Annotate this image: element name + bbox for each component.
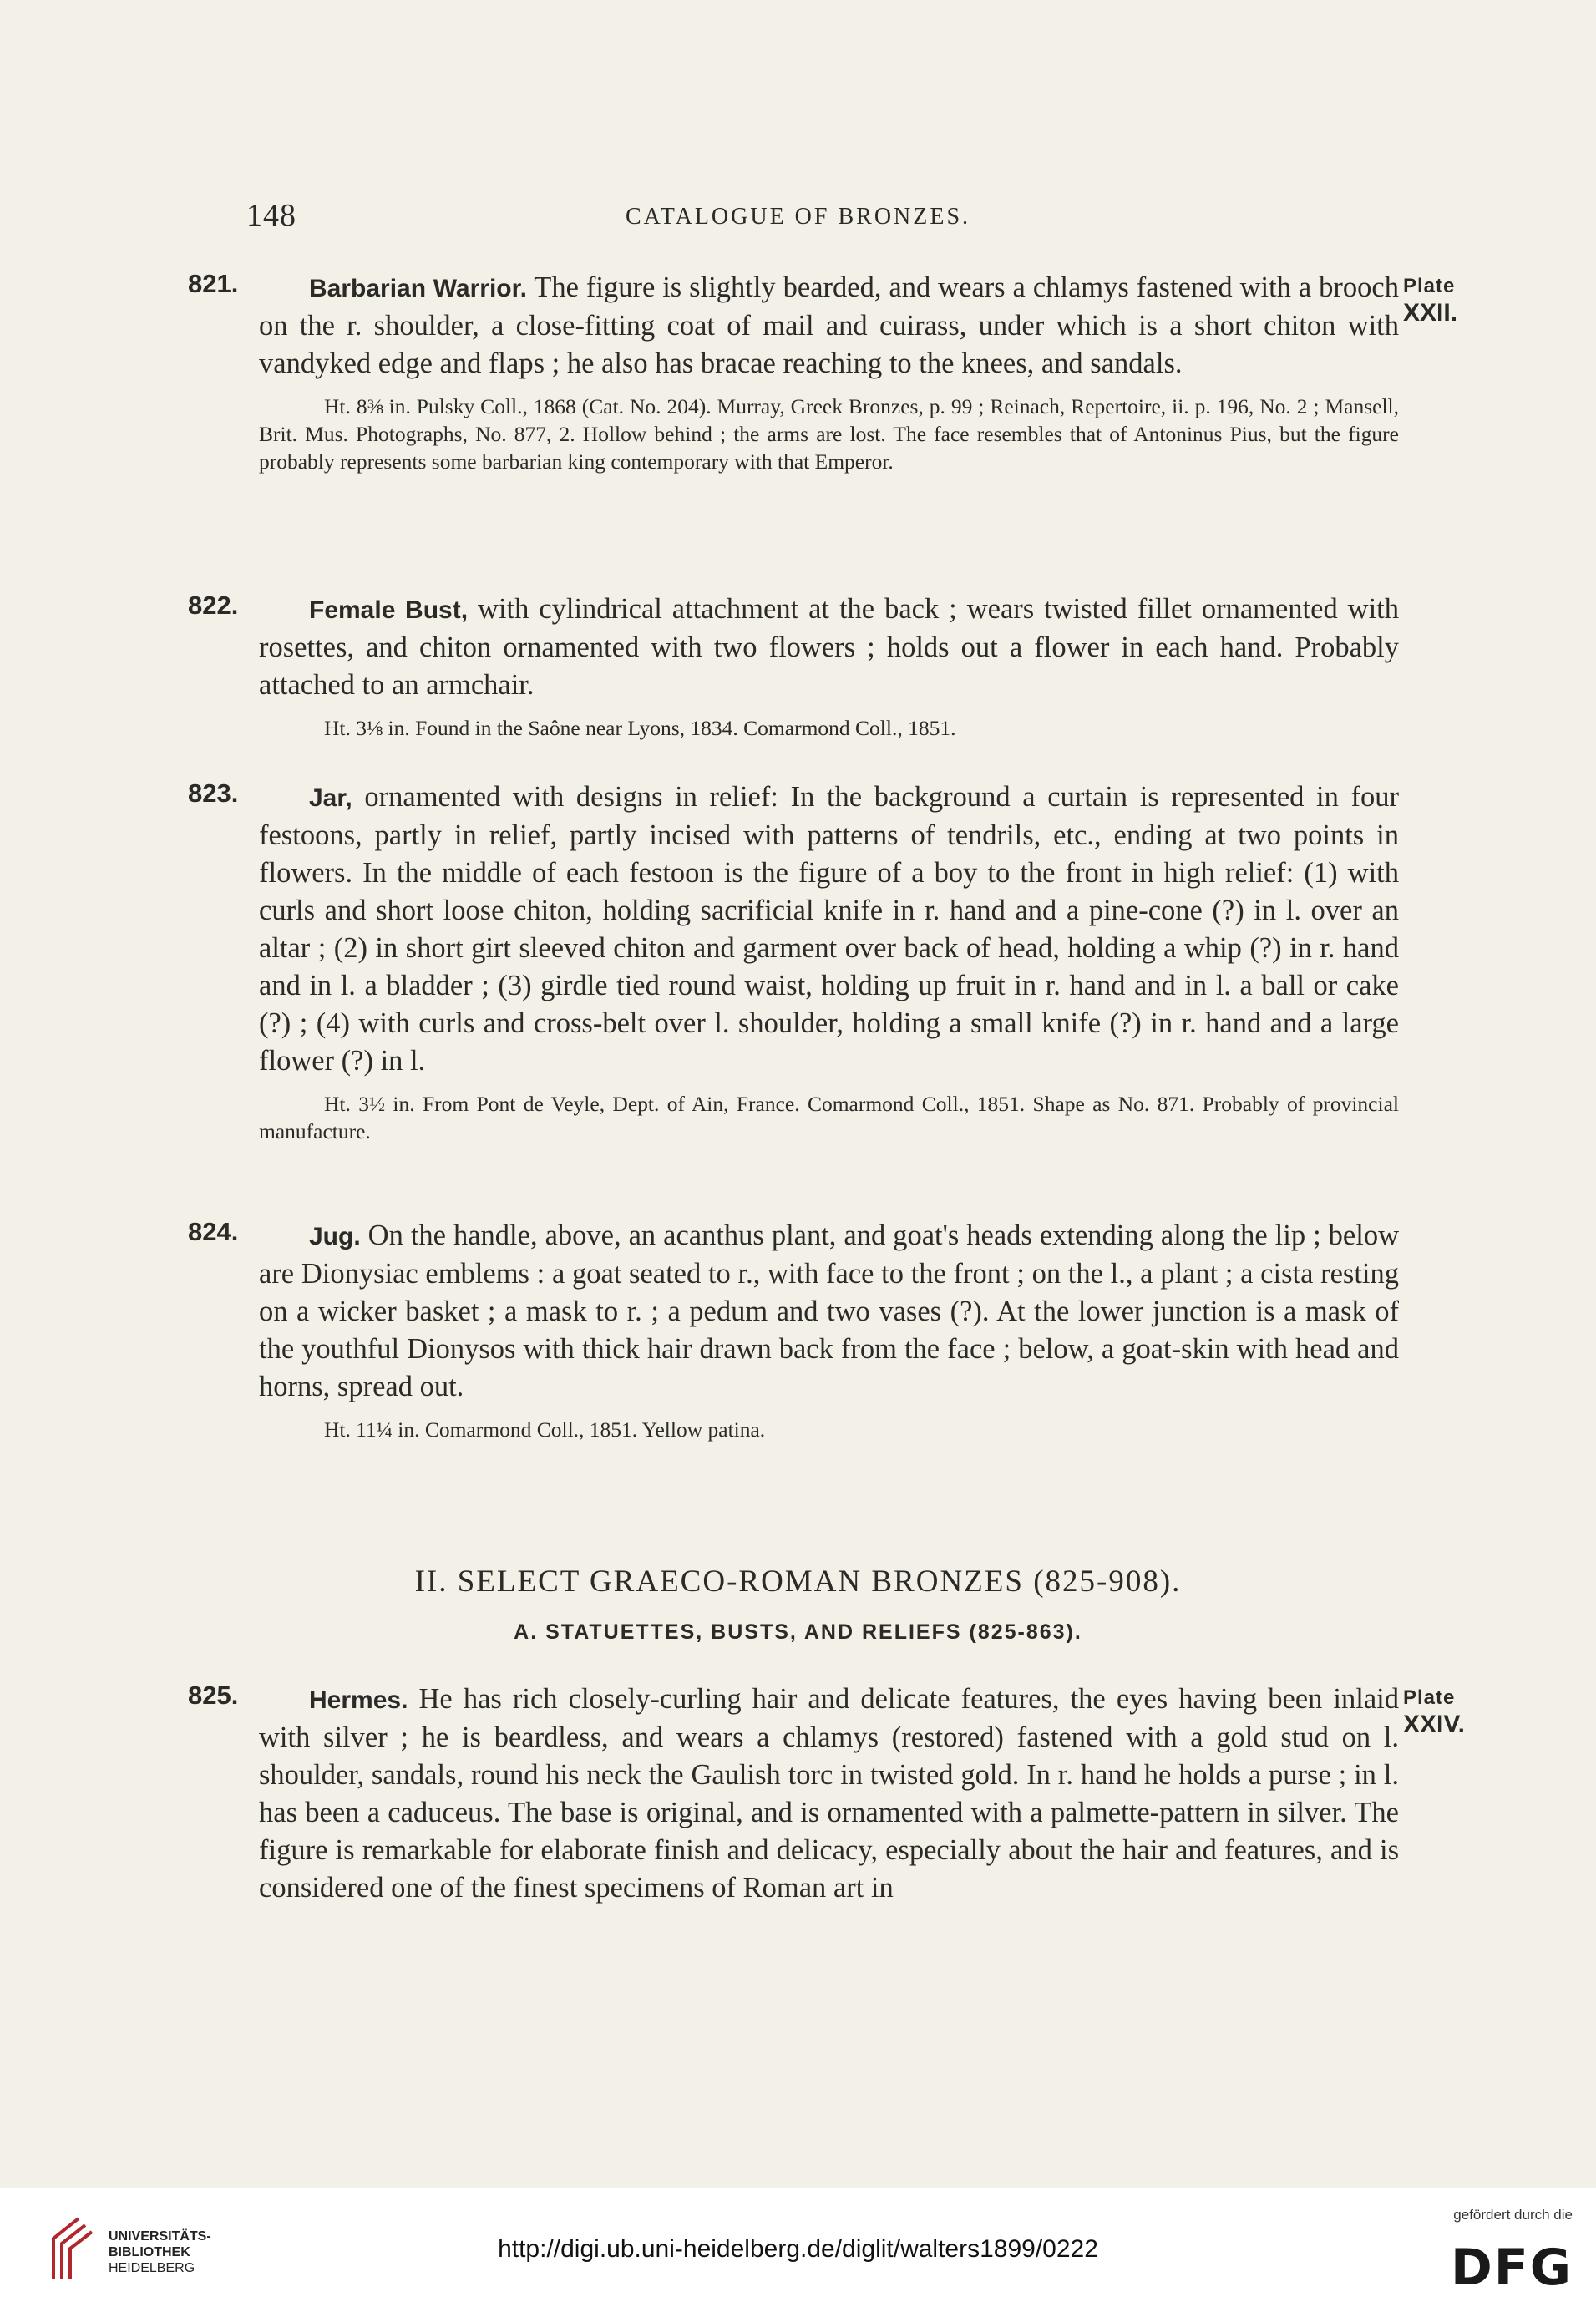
plate-number: XXIV. bbox=[1403, 1711, 1465, 1738]
catalogue-entry-822 bbox=[188, 591, 1399, 742]
entry-number: 822. bbox=[188, 591, 239, 620]
entry-text bbox=[259, 778, 1399, 1080]
entry-description: The figure is slightly bearded, and wears a chlamys fastened with a brooch on the r. shoulder, a close-fitting coat of mail and cuirass, under which is a short chiton with vandyked edge and flaps ; he also has bracae reaching to the knees, and sandals. bbox=[259, 271, 1399, 379]
permalink-url[interactable]: http://digi.ub.uni-heidelberg.de/diglit/walters1899/0222 bbox=[498, 2235, 1098, 2263]
entry-note bbox=[259, 393, 1399, 475]
plate-number: XXII. bbox=[1403, 299, 1458, 327]
library-name-line: BIBLIOTHEK bbox=[109, 2245, 190, 2259]
page-header bbox=[0, 197, 1596, 231]
section-heading: II. SELECT GRAECO-ROMAN BRONZES (825-908). bbox=[414, 1564, 1182, 1599]
catalogue-entry-824 bbox=[188, 1217, 1399, 1443]
catalogue-entry-821 bbox=[188, 269, 1458, 475]
entry-note bbox=[259, 714, 1399, 742]
entry-note bbox=[259, 1416, 1399, 1443]
plate-label: Plate bbox=[1403, 275, 1456, 297]
catalogue-entry-823 bbox=[188, 778, 1399, 1145]
entry-number: 821. bbox=[188, 269, 239, 298]
entry-description: ornamented with designs in relief: In the background a curtain is represented in four festoons, partly in relief, partly incised with patterns of tendrils, etc., ending at two points in flowers. In the middle of each festoon is the figure of a boy to the front in high relief: (1) with curls and short loose chiton, holding sacrificial knife in r. hand and a pine-cone (?) in l. over an altar ; (2) in short girt sleeved chiton and garment over back of head, holding a whip (?) in r. hand and in l. a bladder ; (3) girdle tied round waist, holding up fruit in r. hand and in l. a ball or cake (?) ; (4) with curls and cross-belt over l. shoulder, holding a small knife (?) in r. hand and a large flower (?) in l. bbox=[259, 781, 1400, 1077]
entry-text bbox=[259, 269, 1399, 383]
entry-note-text: Ht. 8⅜ in. Pulsky Coll., 1868 (Cat. No. 204). Murray, Greek Bronzes, p. 99 ; Reinach, Repertoire, ii. p. 196, No. 2 ; Mansell, Brit. Mus. Photographs, No. 877, 2. Hollow behind ; the arms are lost. The face resembles that of Antoninus Pius, but the figure probably represents some barbarian king contemporary with that Emperor. bbox=[259, 394, 1399, 474]
subsection-heading: A. STATUETTES, BUSTS, AND RELIEFS (825-863). bbox=[514, 1620, 1082, 1644]
entry-title: Female Bust, bbox=[309, 596, 469, 624]
entry-number: 824. bbox=[188, 1217, 239, 1246]
library-name-line: UNIVERSITÄTS- bbox=[109, 2229, 211, 2244]
entry-note bbox=[259, 1090, 1399, 1145]
entry-text bbox=[259, 591, 1399, 704]
entry-note-text: Ht. 3½ in. From Pont de Veyle, Dept. of Ain, France. Comarmond Coll., 1851. Shape as No. 871. Probably of provincial manufacture. bbox=[259, 1092, 1399, 1143]
running-title: CATALOGUE OF BRONZES. bbox=[625, 204, 971, 230]
digitization-footer bbox=[0, 2188, 1596, 2307]
entry-title: Jug. bbox=[309, 1223, 361, 1250]
library-name-line: HEIDELBERG bbox=[109, 2261, 195, 2275]
catalogue-entry-825 bbox=[188, 1681, 1465, 1907]
funded-by-label: gefördert durch die bbox=[1453, 2207, 1573, 2223]
entry-title: Hermes. bbox=[309, 1686, 408, 1714]
dfg-logo: DFG bbox=[1450, 2239, 1573, 2297]
entry-number: 823. bbox=[188, 778, 239, 808]
plate-reference bbox=[1403, 274, 1495, 327]
page-number: 148 bbox=[246, 198, 296, 233]
entry-number: 825. bbox=[188, 1681, 239, 1710]
entry-text bbox=[259, 1681, 1399, 1907]
entry-description: On the handle, above, an acanthus plant, and goat's heads extending along the lip ; below are Dionysiac emblems : a goat seated to r., with face to the front ; on the l., a plant ; a cista resting on a wicker basket ; a mask to r. ; a pedum and two vases (?). At the lower junction is a mask of the youthful Dionysos with thick hair drawn back from the face ; below, a goat-skin with head and horns, spread out. bbox=[259, 1219, 1399, 1402]
entry-title: Jar, bbox=[309, 784, 352, 812]
entry-note-text: Ht. 3⅛ in. Found in the Saône near Lyons, 1834. Comarmond Coll., 1851. bbox=[324, 716, 956, 740]
entry-description: with cylindrical attachment at the back ; wears twisted fillet ornamented with rosettes, and chiton ornamented with two flowers ; holds out a flower in each hand. Probably attached to an armchair. bbox=[259, 593, 1399, 701]
entry-text bbox=[259, 1217, 1399, 1406]
plate-reference bbox=[1403, 1686, 1495, 1739]
entry-description: He has rich closely-curling hair and delicate features, the eyes having been inlaid with silver ; he is beardless, and wears a chlamys (restored) fastened with a gold stud on l. shoulder, sandals, round his neck the Gaulish torc in twisted gold. In r. hand he holds a purse ; in l. has been a caduceus. The base is original, and is ornamented with a palmette-pattern in silver. The figure is remarkable for elaborate finish and delicacy, especially about the hair and features, and is considered one of the finest specimens of Roman art in bbox=[259, 1683, 1400, 1904]
entry-note-text: Ht. 11¼ in. Comarmond Coll., 1851. Yellow patina. bbox=[324, 1417, 766, 1442]
plate-label: Plate bbox=[1403, 1686, 1456, 1709]
entry-title: Barbarian Warrior. bbox=[309, 275, 527, 302]
